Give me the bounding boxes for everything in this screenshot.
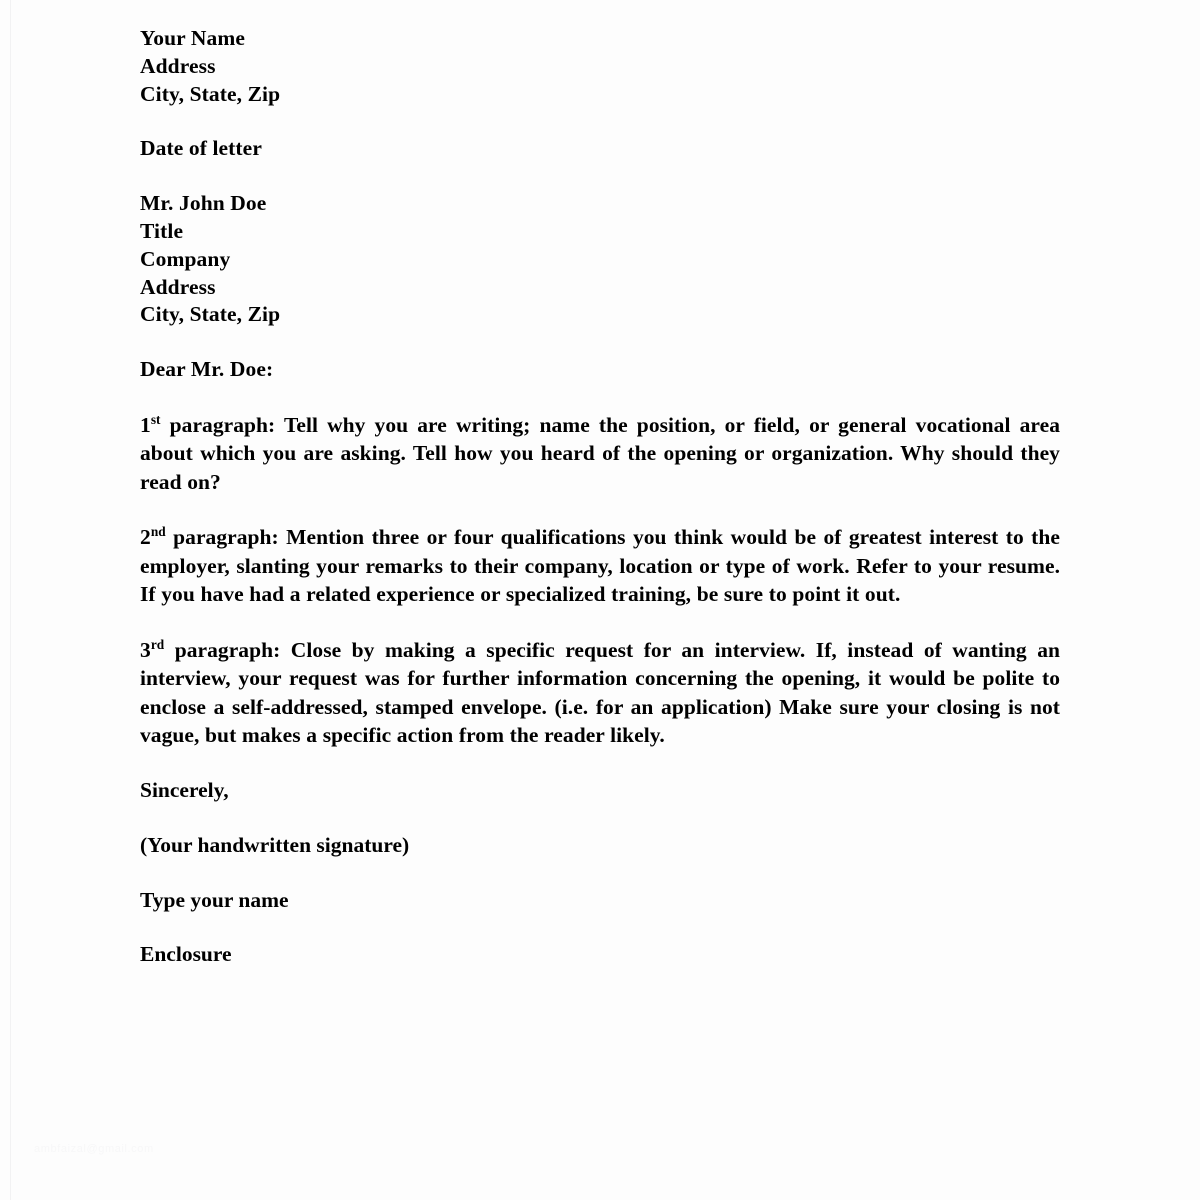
spacer bbox=[140, 384, 1060, 411]
enclosure-notation: Enclosure bbox=[140, 942, 232, 967]
recipient-address-line: Address bbox=[140, 274, 216, 299]
watermark-text: ambfaizal@gmail.com bbox=[34, 1143, 154, 1155]
spacer bbox=[140, 108, 1060, 135]
sender-address-line: City, State, Zip bbox=[140, 81, 281, 106]
paragraph-2-ordinal-number: 2 bbox=[140, 525, 151, 550]
closing-salutation: Sincerely, bbox=[140, 777, 229, 802]
spacer bbox=[140, 329, 1060, 356]
signature-placeholder: (Your handwritten signature) bbox=[140, 832, 410, 857]
spacer bbox=[140, 496, 1060, 523]
date-line: Date of letter bbox=[140, 136, 262, 161]
spacer bbox=[140, 609, 1060, 636]
recipient-address-line: Company bbox=[140, 246, 231, 271]
paragraph-3-text: paragraph: Close by making a specific request for an interview. If, instead of wanting an interview, your request was for further information concerning the opening, it would be polite to enclose a self-addressed, stamped envelope. (i.e. for an application) Make sure your closing is not vague, but makes a specific action from the reader likely. bbox=[140, 637, 1060, 748]
paragraph-1-text: paragraph: Tell why you are writing; name the position, or field, or general vocational area about which you are asking. Tell how you heard of the opening or organization. Why should they read on? bbox=[140, 412, 1060, 494]
recipient-address-line: City, State, Zip bbox=[140, 302, 281, 327]
spacer bbox=[140, 914, 1060, 941]
paragraph-3-ordinal-number: 3 bbox=[140, 637, 151, 662]
paragraph-3 bbox=[140, 636, 1060, 750]
recipient-address-block bbox=[140, 190, 1060, 329]
sender-address-line: Your Name bbox=[140, 26, 246, 50]
salutation: Dear Mr. Doe: bbox=[140, 357, 274, 382]
spacer bbox=[140, 805, 1060, 832]
sender-address-line: Address bbox=[140, 53, 216, 78]
paragraph-2 bbox=[140, 523, 1060, 609]
spacer bbox=[140, 750, 1060, 777]
typed-name-placeholder: Type your name bbox=[140, 887, 289, 912]
paragraph-1 bbox=[140, 411, 1060, 497]
sender-address-block bbox=[140, 25, 1060, 108]
paragraph-1-ordinal-suffix: st bbox=[150, 411, 161, 427]
spacer bbox=[140, 860, 1060, 887]
recipient-address-line: Mr. John Doe bbox=[140, 191, 267, 216]
recipient-address-line: Title bbox=[140, 218, 184, 243]
paragraph-2-text: paragraph: Mention three or four qualifications you think would be of greatest interest to the employer, slanting your remarks to their company, location or type of work. Refer to your resume. If you have had a related experience or specialized training, be sure to point it out. bbox=[140, 525, 1060, 607]
paragraph-1-ordinal-number: 1 bbox=[140, 412, 151, 437]
paragraph-2-ordinal-suffix: nd bbox=[150, 524, 166, 540]
spacer bbox=[140, 163, 1060, 190]
letter-body bbox=[140, 25, 1060, 969]
paragraph-3-ordinal-suffix: rd bbox=[150, 636, 165, 652]
